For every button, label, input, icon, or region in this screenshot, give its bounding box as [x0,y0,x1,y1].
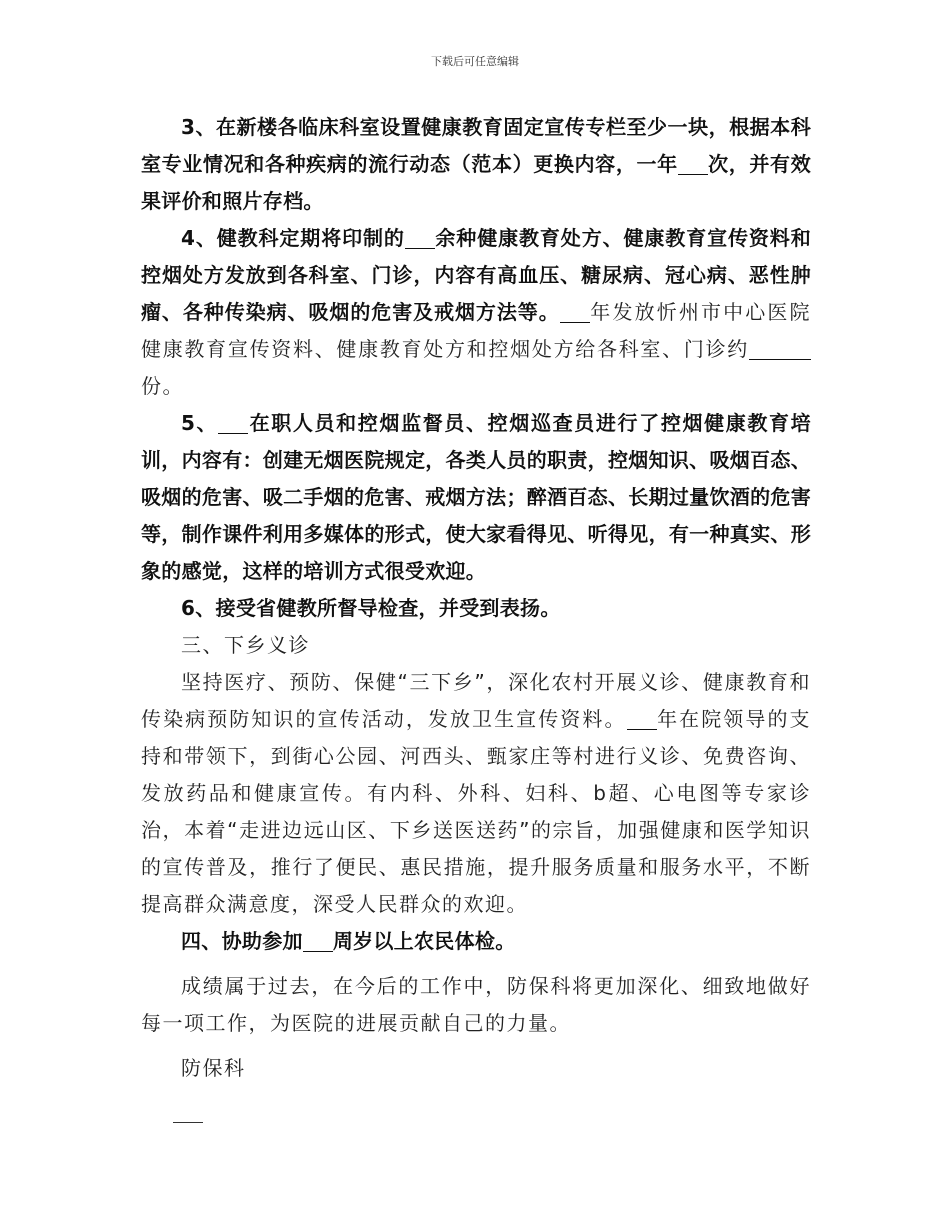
section-title-3: 三、下乡义诊 [181,633,310,657]
section-title-4: 四、协助参加 周岁以上农民体检。 [181,929,516,953]
paragraph-item-3: 3、在新楼各临床科室设置健康教育固定宣传专栏至少一块，根据本科室专业情况和各种疾病的流行动态（范本）更换内容，一年 次，并有效果评价和照片存档。 [141,115,811,213]
fill-blank [218,413,248,434]
fill-blank [749,339,811,360]
signature: 防保科 [181,1056,246,1080]
paragraph-closing: 成绩属于过去，在今后的工作中，防保科将更加深化、细致地做好每一项工作，为医院的进展贡献自己的力量。 [141,974,811,1035]
fill-blank [560,302,590,323]
paragraph-clinic: 坚持医疗、预防、保健“三下乡”，深化农村开展义诊、健康教育和传染病预防知识的宣传活动，发放卫生宣传资料。 年在院领导的支持和带领下，到街心公园、河西头、甄家庄等村进行义诊、免费咨询、发放药品和健康宣传。有内科、外科、妇科、b超、心电图等专家诊治，本着“走进边远山区、下乡送医送药”的宗旨，加强健康和医学知识的宣传普及，推行了便民、惠民措施，提升服务质量和服务水平，不断提高群众满意度，深受人民群众的欢迎。 [141,670,812,916]
document-body [141,109,811,1123]
page-header: 下载后可任意编辑 [431,55,519,68]
paragraph-item-6: 6、接受省健教所督导检查，并受到表扬。 [181,596,561,620]
paragraph-item-5: 5、 在职人员和控烟监督员、控烟巡查员进行了控烟健康教育培训，内容有：创建无烟医院规定，各类人员的职责，控烟知识、吸烟百态、吸烟的危害、吸二手烟的危害、戒烟方法；醉酒百态、长期过量饮酒的危害等，制作课件利用多媒体的形式，使大家看得见、听得见，有一种真实、形象的感觉，这样的培训方式很受欢迎。 [141,411,811,583]
fill-blank [303,931,333,952]
fill-blank [627,709,657,730]
fill-blank [405,228,435,249]
paragraph-item-4: 4、健教科定期将印制的 余种健康教育处方、健康教育宣传资料和控烟处方发放到各科室、门诊，内容有高血压、糖尿病、冠心病、恶性肿瘤、各种传染病、吸烟的危害及戒烟方法等。 年发放忻州市中心医院健康教育宣传资料、健康教育处方和控烟处方给各科室、门诊约份。 [141,226,812,398]
separator-line [173,1121,203,1123]
fill-blank [678,154,708,175]
